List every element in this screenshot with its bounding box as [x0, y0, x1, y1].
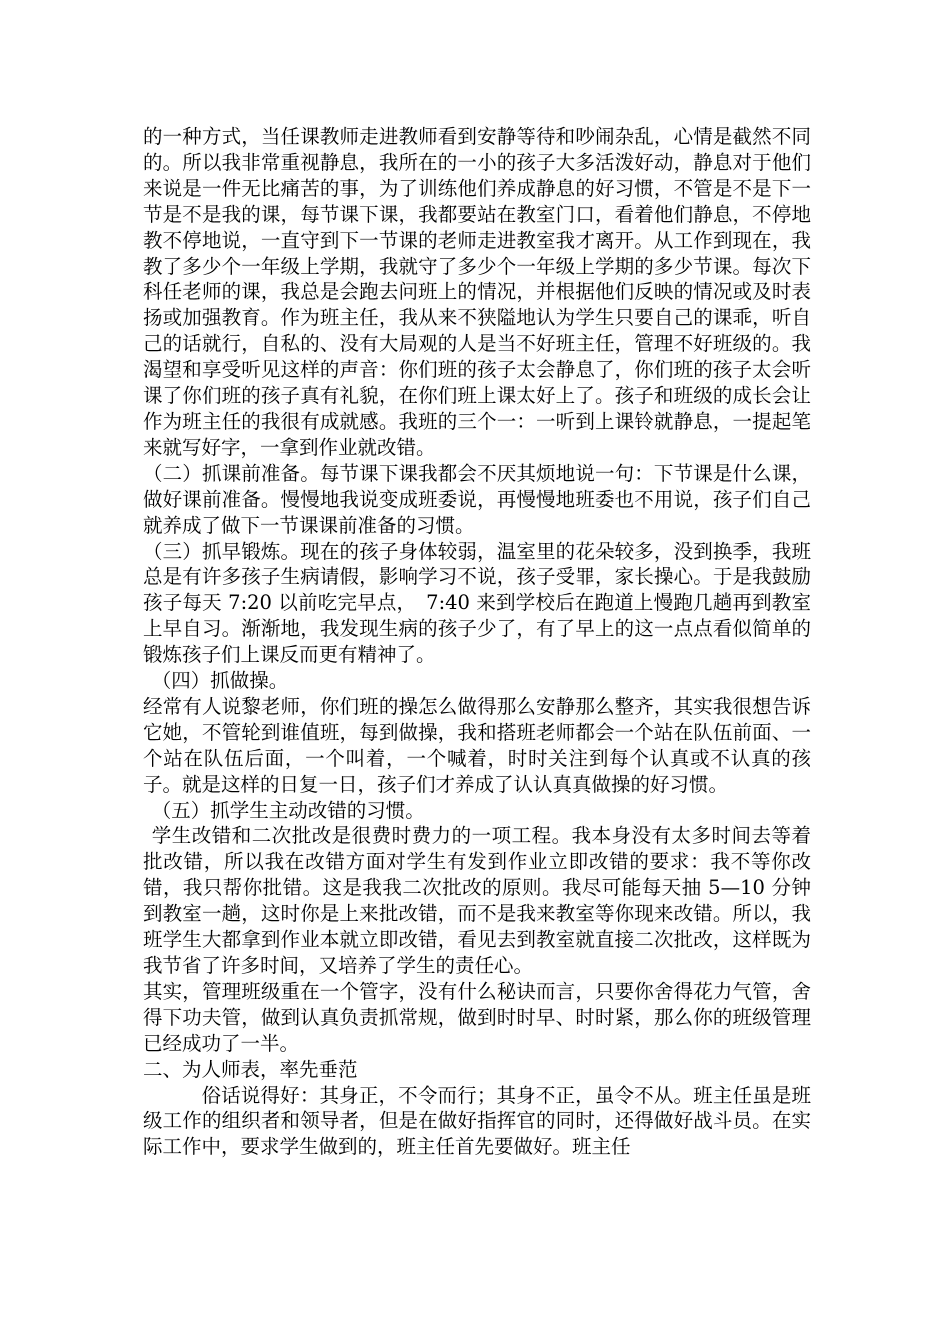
- paragraph-management-summary: 其实，管理班级重在一个管字，没有什么秘诀而言，只要你舍得花力气管，舍得下功夫管，做到认真负责抓常规，做到时时早、时时紧，那么你的班级管理已经成功了一半。: [143, 979, 811, 1055]
- section-heading-role-model: 二、为人师表，率先垂范: [143, 1057, 358, 1081]
- paragraph-exercise-drill: 经常有人说黎老师，你们班的操怎么做得那么安静那么整齐，其实我很想告诉它她，不管轮到谁值班，每到做操，我和搭班老师都会一个站在队伍前面、一个站在队伍后面，一个叫着，一个喊着，时时关注到每个认真或不认真的孩子。就是这样的日复一日，孩子们才养成了认认真真做操的好习惯。: [143, 694, 811, 796]
- paragraph-role-model: 俗话说得好：其身正，不令而行；其身不正，虽令不从。班主任虽是班级工作的组织者和领导者，但是在做好指挥官的同时，还得做好战斗员。在实际工作中，要求学生做到的，班主任首先要做好。班主任: [143, 1083, 811, 1159]
- paragraph-error-correction: 学生改错和二次批改是很费时费力的一项工程。我本身没有太多时间去等着批改错，所以我在改错方面对学生有发到作业立即改错的要求：我不等你改错，我只帮你批错。这是我我二次批改的原则。我尽可能每天抽 5—10 分钟到教室一趟，这时你是上来批改错，而不是我来教室等你现来改错。所以，我班学生大都拿到作业本就立即改错，看见去到教室就直接二次批改，这样既为我节省了许多时间，又培养了学生的责任心。: [143, 824, 811, 977]
- heading-error-correction: （五）抓学生主动改错的习惯。: [151, 798, 425, 822]
- heading-exercise-drill: （四）抓做操。: [151, 669, 289, 693]
- paragraph-morning-exercise: （三）抓早锻炼。现在的孩子身体较弱，温室里的花朵较多，没到换季，我班总是有许多孩子生病请假，影响学习不说，孩子受罪，家长操心。于是我鼓励孩子每天 7:20 以前吃完早点， 7:40 来到学校后在跑道上慢跑几趟再到教室上早自习。渐渐地，我发现生病的孩子少了，有了早上的这一点点看似简单的锻炼孩子们上课反而更有精神了。: [143, 539, 811, 667]
- paragraph-pre-class-preparation: （二）抓课前准备。每节课下课我都会不厌其烦地说一句：下节课是什么课，做好课前准备。慢慢地我说变成班委说，再慢慢地班委也不用说，孩子们自己就养成了做下一节课课前准备的习惯。: [143, 461, 811, 537]
- document-body: [143, 124, 811, 1160]
- paragraph-class-discipline: 的一种方式，当任课教师走进教师看到安静等待和吵闹杂乱，心情是截然不同的。所以我非常重视静息，我所在的一小的孩子大多活泼好动，静息对于他们来说是一件无比痛苦的事，为了训练他们养成静息的好习惯，不管是不是下一节是不是我的课，每节课下课，我都要站在教室门口，看着他们静息，不停地教不停地说，一直守到下一节课的老师走进教室我才离开。从工作到现在，我教了多少个一年级上学期，我就守了多少个一年级上学期的多少节课。每次下科任老师的课，我总是会跑去问班上的情况，并根据他们反映的情况或及时表扬或加强教育。作为班主任，我从来不狭隘地认为学生只要自己的课乖，听自己的话就行，自私的、没有大局观的人是当不好班主任，管理不好班级的。我渴望和享受听见这样的声音：你们班的孩子太会静息了，你们班的孩子太会听课了你们班的孩子真有礼貌，在你们班上课太好上了。孩子和班级的成长会让作为班主任的我很有成就感。我班的三个一：一听到上课铃就静息，一提起笔来就写好字，一拿到作业就改错。: [143, 125, 811, 459]
